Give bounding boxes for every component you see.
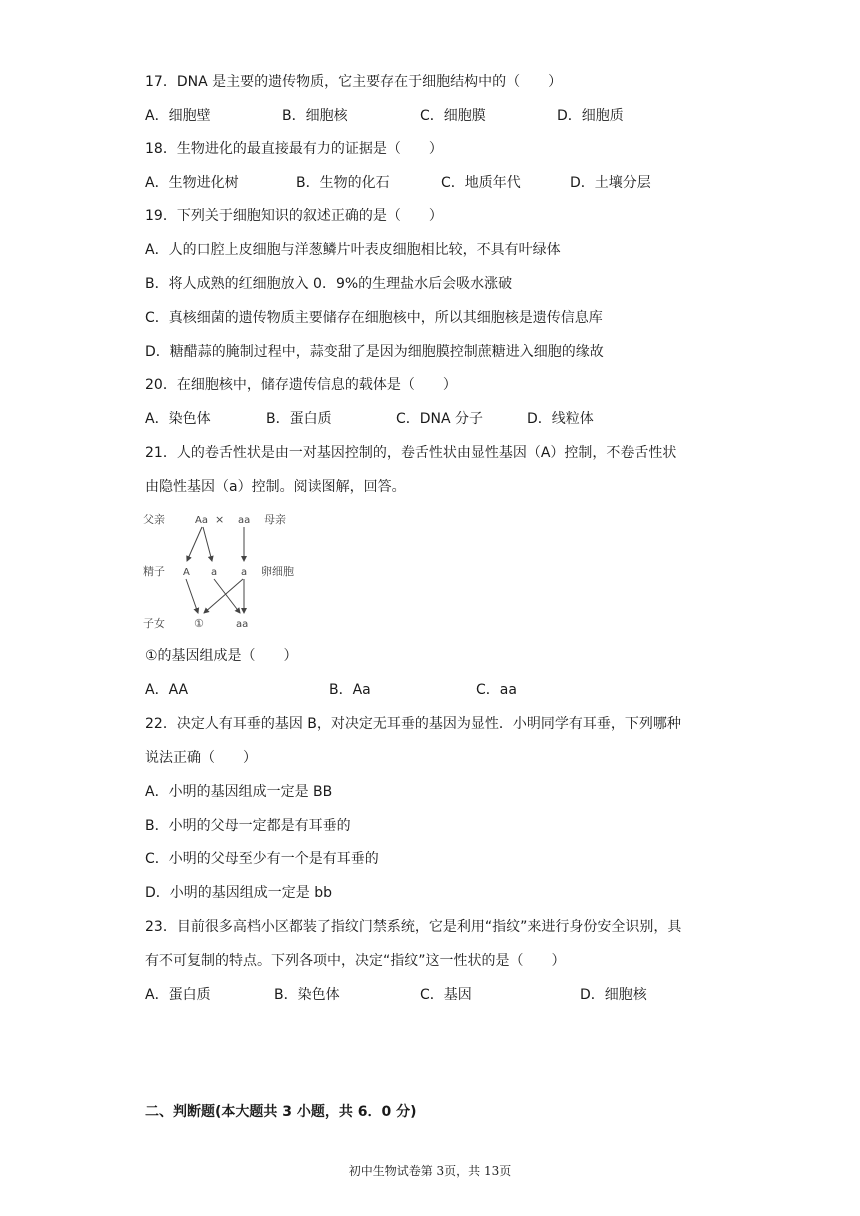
q21-option-a: A．AA [145, 682, 189, 698]
q23-option-c: C．基因 [420, 987, 472, 1003]
arrow-father-to-A [187, 527, 202, 561]
question-22-stem-line-2: 说法正确（ ） [145, 750, 257, 766]
q20-option-b: B．蛋白质 [266, 411, 332, 427]
sperm-A: A [183, 567, 190, 578]
q20-option-d: D．线粒体 [527, 411, 594, 427]
q19-option-c: C．真核细菌的遗传物质主要储存在细胞核中，所以其细胞核是遗传信息库 [145, 310, 603, 326]
label-offspring: 子女 [143, 617, 165, 630]
q23-option-d: D．细胞核 [580, 987, 647, 1003]
section-title-judgement: 二、判断题(本大题共 3 小题，共 6．0 分) [145, 1104, 417, 1120]
q17-option-b: B．细胞核 [282, 108, 348, 124]
q23-option-a: A．蛋白质 [145, 987, 211, 1003]
inheritance-diagram [140, 506, 310, 634]
q23-option-b: B．染色体 [274, 987, 340, 1003]
question-22-stem-line-1: 22．决定人有耳垂的基因 B，对决定无耳垂的基因为显性．小明同学有耳垂，下列哪种 [145, 716, 681, 732]
egg-a: a [241, 567, 248, 578]
sperm-a: a [211, 567, 218, 578]
q20-option-c: C．DNA 分子 [396, 411, 484, 427]
arrow-a-to-child2 [214, 579, 240, 613]
q22-option-d: D．小明的基因组成一定是 bb [145, 885, 333, 901]
q17-option-c: C．细胞膜 [420, 108, 486, 124]
arrow-A-to-child1 [186, 579, 198, 613]
q18-option-b: B．生物的化石 [296, 175, 390, 191]
label-mother: 母亲 [264, 513, 286, 526]
question-23-stem-line-1: 23．目前很多高档小区都装了指纹门禁系统，它是利用“指纹”来进行身份安全识别，具 [145, 919, 682, 935]
q19-option-a: A．人的口腔上皮细胞与洋葱鳞片叶表皮细胞相比较，不具有叶绿体 [145, 242, 561, 258]
question-21-stem-line-1: 21．人的卷舌性状是由一对基因控制的，卷舌性状由显性基因（A）控制，不卷舌性状 [145, 445, 677, 461]
label-sperm: 精子 [143, 565, 165, 578]
cross-symbol: × [215, 513, 225, 526]
mother-genotype: aa [238, 515, 251, 526]
arrow-egg-to-child1 [204, 579, 243, 613]
q19-option-d: D．糖醋蒜的腌制过程中，蒜变甜了是因为细胞膜控制蔗糖进入细胞的缘故 [145, 344, 604, 360]
page-footer: 初中生物试卷第 3页，共 13页 [348, 1164, 512, 1178]
question-21-sub: ①的基因组成是（ ） [145, 648, 298, 664]
question-19-stem: 19．下列关于细胞知识的叙述正确的是（ ） [145, 208, 443, 224]
q21-option-c: C．aa [476, 682, 517, 698]
question-23-stem-line-2: 有不可复制的特点。下列各项中，决定“指纹”这一性状的是（ ） [145, 953, 566, 969]
question-20-stem: 20．在细胞核中，储存遗传信息的载体是（ ） [145, 377, 457, 393]
q22-option-b: B．小明的父母一定都是有耳垂的 [145, 818, 351, 834]
q18-option-a: A．生物进化树 [145, 175, 239, 191]
q20-option-a: A．染色体 [145, 411, 211, 427]
q21-option-b: B．Aa [329, 682, 371, 698]
child-1-marker: ① [194, 617, 204, 630]
arrow-father-to-a [203, 527, 212, 561]
q17-option-d: D．细胞质 [557, 108, 624, 124]
q18-option-c: C．地质年代 [441, 175, 521, 191]
question-18-stem: 18．生物进化的最直接最有力的证据是（ ） [145, 141, 443, 157]
question-21-stem-line-2: 由隐性基因（a）控制。阅读图解，回答。 [145, 479, 406, 495]
father-genotype: Aa [195, 515, 208, 526]
q17-option-a: A．细胞壁 [145, 108, 211, 124]
q22-option-c: C．小明的父母至少有一个是有耳垂的 [145, 851, 379, 867]
q19-option-b: B．将人成熟的红细胞放入 0．9%的生理盐水后会吸水涨破 [145, 276, 513, 292]
q22-option-a: A．小明的基因组成一定是 BB [145, 784, 333, 800]
q18-option-d: D．土壤分层 [570, 175, 651, 191]
label-egg: 卵细胞 [261, 565, 294, 578]
question-17-stem: 17．DNA 是主要的遗传物质，它主要存在于细胞结构中的（ ） [145, 74, 563, 90]
label-father: 父亲 [143, 513, 165, 526]
child-2-genotype: aa [236, 619, 249, 630]
